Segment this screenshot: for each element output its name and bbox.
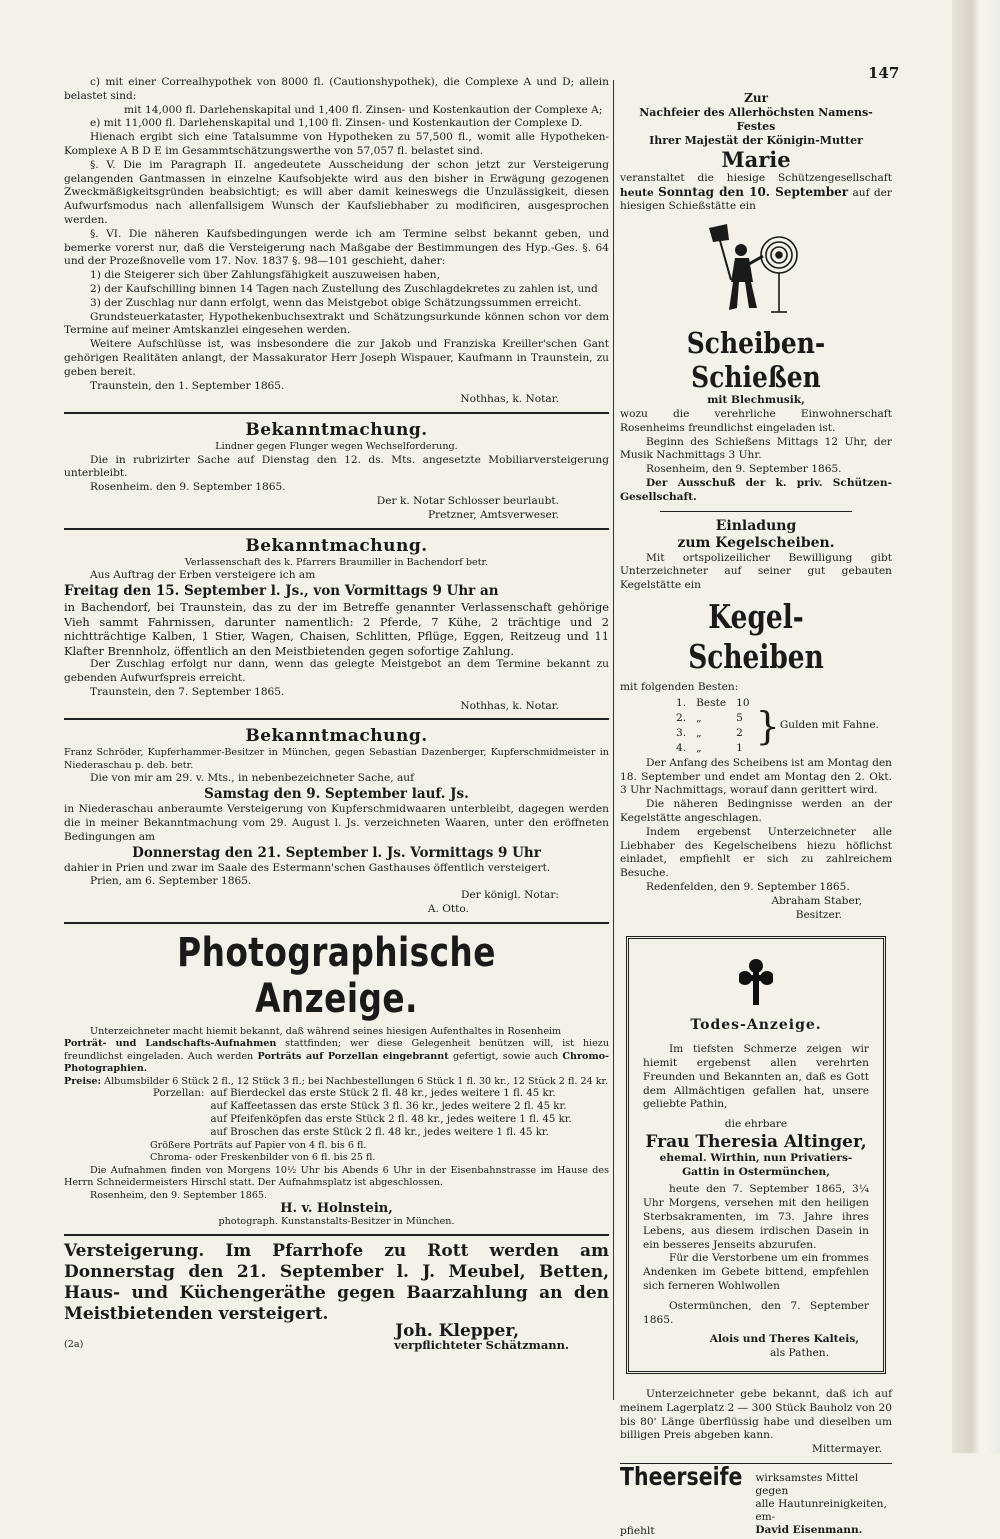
text-line: Hienach ergibt sich eine Tatalsumme von Hypotheken zu 57,500 fl., womit alle Hypotheken-Komplexe A B D E im Gesammtschätzungswerthe von 57,057 fl. belastet sind. xyxy=(64,131,609,157)
photo-ad-title: Photographische Anzeige. xyxy=(177,929,496,1022)
table-cell: „ xyxy=(696,711,702,724)
deceased-description: ehemal. Wirthin, nun Privatiers-Gattin in Ostermünchen, xyxy=(659,1151,853,1178)
table-row xyxy=(672,697,754,710)
death-notice-title: Todes-Anzeige. xyxy=(690,1017,822,1034)
text-line: mit 14,000 fl. Darlehenskapital und 1,400 fl. Zinsen- und Kostenkaution der Complexe A; xyxy=(124,103,603,116)
place-date: Rosenheim. den 9. September 1865. xyxy=(90,481,286,494)
text-line: 3) der Zuschlag nur dann erfolgt, wenn das Meistgebot obige Schätzungssummen erreicht. xyxy=(90,296,582,309)
signature: Der k. Notar Schlosser beurlaubt. xyxy=(376,495,559,508)
signature-subtitle: Besitzer. xyxy=(795,908,842,921)
death-notice-box xyxy=(626,936,886,1374)
ad-body: Im tiefsten Schmerze zeigen wir hiemit ergebenst allen verehrten Freunden und Bekannten an, daß es Gott dem Allmächtigen gefallen hat, unsere geliebte Pathin, xyxy=(643,1043,869,1111)
rule xyxy=(64,718,609,720)
table-cell: 4. xyxy=(676,741,687,754)
ad-body: Unterzeichneter macht hiemit bekannt, daß während seines hiesigen Aufenthaltes in Rosenheim xyxy=(90,1025,562,1037)
signature: David Eisenmann. xyxy=(755,1524,863,1537)
table-row xyxy=(672,742,754,755)
ad-body: Chroma- oder Freskenbilder von 6 fl. bis 25 fl. xyxy=(150,1152,376,1164)
place-date: Prien, am 6. September 1865. xyxy=(90,875,252,888)
text-line: §. VI. Die näheren Kaufsbedingungen werde ich am Termine selbst bekannt geben, und bemerke vorerst nur, daß die Versteigerung nach Maßgabe der Bestimmungen des Hyp.-Ges. §. 64 und der Prozeßnovelle vom 17. Nov. 1837 §. 98—101 geschieht, daher: xyxy=(64,227,609,268)
ad-body: in Niederaschau anberaumte Versteigerung von Kupferschmidwaaren unterbleibt, dagegen werden die in meiner Bekanntmachung vom 29. August l. Js. verzeichneten Waaren, unter den eröffneten Bedingungen am xyxy=(64,803,609,843)
ad-body: die ehrbare xyxy=(724,1118,788,1131)
signature-subtitle: als Pathen. xyxy=(769,1347,829,1360)
ad-code: (2a) xyxy=(64,1339,84,1351)
rule xyxy=(620,1463,892,1464)
signature: H. v. Holnstein, xyxy=(280,1201,393,1217)
ad-title: Bekanntmachung. xyxy=(245,420,428,441)
place-date: Redenfelden, den 9. September 1865. xyxy=(646,880,850,893)
table-cell: 2 xyxy=(736,726,743,739)
ad-body: Die näheren Bedingnisse werden an der Kegelstätte angeschlagen. xyxy=(620,798,892,824)
signature: Alois und Theres Kalteis, xyxy=(709,1333,859,1346)
place-date: Ostermünchen, den 7. September 1865. xyxy=(643,1299,869,1326)
ad-body: Beginn des Schießens Mittags 12 Uhr, der Musik Nachmittags 3 Uhr. xyxy=(620,435,892,462)
table-cell: auf Pfeifenköpfen das erste Stück 2 fl. 48 kr., jedes weitere 1 fl. 45 kr. xyxy=(210,1113,572,1125)
ad-body: Für die Verstorbene um ein frommes Andenken im Gebete bittend, empfehlen sich ferneren Wohlwollen xyxy=(643,1252,869,1293)
ad-body: Die Aufnahmen finden von Morgens 10½ Uhr bis Abends 6 Uhr in der Eisenbahnstrasse im Hause des Herrn Schneidermeisters Hirschl statt. Der Aufnahmsplatz ist abgeschlossen. xyxy=(64,1164,609,1189)
signature: Abraham Staber, xyxy=(771,894,862,907)
signature: Nothhas, k. Notar. xyxy=(460,699,559,712)
ad-note: Der Zuschlag erfolgt nur dann, wenn das gelegte Meistgebot an dem Termine bekannt zu gebenden Aufwurfspreis erreicht. xyxy=(64,658,609,685)
signature: Nothhas, k. Notar. xyxy=(460,393,559,406)
deceased-name: Frau Theresia Altinger, xyxy=(645,1131,867,1152)
table-row xyxy=(150,1101,575,1114)
table-cell xyxy=(150,1114,207,1127)
brace-icon: } xyxy=(755,703,780,748)
text-line: 2) der Kaufschilling binnen 14 Tagen nach Zustellung des Zuschlagdekretes zu zahlen ist, und xyxy=(90,282,598,295)
table-cell: 1. xyxy=(676,696,687,709)
kegel-title: Kegel-Scheiben xyxy=(688,596,824,676)
table-cell: 10 xyxy=(736,696,750,709)
ad-body: heute den 7. September 1865, 3¼ Uhr Morgens, versehen mit den heiligen Sterbsakramenten, im 73. Jahre ihres Lebens, aus diesem irdischen Dasein in ein besseres Jenseits abzurufen. xyxy=(643,1183,869,1251)
rule xyxy=(64,412,609,414)
signature: Mittermayer. xyxy=(812,1443,882,1456)
text-line: c) mit einer Correalhypothek von 8000 fl. (Cautionshypothek), die Complexe A und D; allein belastet sind: xyxy=(64,76,609,102)
ad-body: Indem ergebenst Unterzeichneter alle Liebhaber des Kegelscheibens hiezu höflichst einladet, empfiehlt er sich zu zahlreichem Besuche. xyxy=(620,825,892,880)
table-cell: Beste xyxy=(696,696,727,709)
porcelain-prices-table xyxy=(150,1088,575,1139)
auction-notice: Versteigerung. Im Pfarrhofe zu Rott werden am Donnerstag den 21. September l. J. Meubel, Betten, Haus- und Küchengeräthe gegen Baarzahlung an den Meistbietenden versteigert. xyxy=(64,1241,609,1325)
rule xyxy=(64,922,609,924)
ad-body: in Bachendorf, bei Traunstein, das zu der im Betreffe genannter Verlassenschaft gehörige Vieh sammt Fahrnissen, darunter namentlich: 2 Pferde, 7 Kühe, 2 trächtige und 2 nichtträchtige Kalben, 1 Stier, Wagen, Chaisen, Schlitten, Pflüge, Eggen, Reitzeug und 11 Klafter Brennholz, öffentlich an den Meistbietenden gegen sofortige Zahlung. xyxy=(64,599,609,658)
marksman-target-illustration xyxy=(701,220,811,320)
ad-body: Mit ortspolizeilicher Bewilligung gibt Unterzeichneter auf seiner gut gebauten Kegelstätte ein xyxy=(620,551,892,592)
ad-body: wirksamstes Mittel gegen xyxy=(755,1472,859,1498)
fest-heading: Nachfeier des Allerhöchsten Namens-Festes xyxy=(639,105,873,133)
table-cell: „ xyxy=(696,741,702,754)
ad-body: stattfinden; wer diese Gelegenheit benützen will, ist hiezu freundlichst eingeladen. Auch werden xyxy=(64,1038,609,1062)
fest-name: Marie xyxy=(721,146,791,172)
table-cell: 2. xyxy=(676,711,687,724)
ad-subtitle: Verlassenschaft des k. Pfarrers Braumiller in Bachendorf betr. xyxy=(184,556,489,568)
bold-text: Porträts auf Porzellan eingebrannt xyxy=(257,1050,449,1062)
place-date: Traunstein, den 7. September 1865. xyxy=(90,685,285,698)
prize-note: Gulden mit Fahne. xyxy=(779,718,880,731)
table-cell: 3. xyxy=(676,726,687,739)
ad-body: Die von mir am 29. v. Mts., in nebenbezeichneter Sache, auf xyxy=(90,772,415,785)
rule xyxy=(64,1234,609,1236)
page-edge xyxy=(952,0,1000,1453)
fest-zur: Zur xyxy=(744,91,768,105)
rule xyxy=(660,511,852,512)
right-column xyxy=(620,92,892,1539)
ad-title: Bekanntmachung. xyxy=(245,535,428,556)
table-row xyxy=(150,1127,575,1140)
table-cell: auf Broschen das erste Stück 2 fl. 48 kr., jedes weitere 1 fl. 45 kr. xyxy=(210,1126,549,1138)
ad-body: veranstaltet die hiesige Schützengesellschaft xyxy=(620,171,892,184)
ad-body: auf der hiesigen Schießstätte ein xyxy=(620,186,892,213)
trefoil-cross-icon xyxy=(739,959,773,1007)
table-cell: auf Kaffeetassen das erste Stück 3 fl. 36 kr., jedes weitere 2 fl. 45 kr. xyxy=(210,1101,567,1113)
prices-text: Albumsbilder 6 Stück 2 fl., 12 Stück 3 fl.; bei Nachbestellungen 6 Stück 1 fl. 30 kr., 12 Stück 2 fl. 24 kr. xyxy=(104,1075,609,1087)
bold-text: Porträt- und Landschafts-Aufnahmen xyxy=(64,1038,277,1050)
prices-label: Preise: xyxy=(64,1075,102,1087)
ad-body: alle Hautunreinigkeiten, em- xyxy=(755,1498,887,1524)
auction-date: Samstag den 9. September lauf. Js. xyxy=(204,786,469,803)
ad-subtitle: Franz Schröder, Kupferhammer-Besitzer in München, gegen Sebastian Dazenberger, Kupferschmidmeister in Niederaschau p. deb. betr. xyxy=(64,747,609,771)
text-line: e) mit 11,000 fl. Darlehenskapital und 1,100 fl. Zinsen- und Kostenkaution der Complexe D. xyxy=(90,117,583,130)
table-cell: auf Bierdeckel das erste Stück 2 fl. 48 kr., jedes weitere 1 fl. 45 kr. xyxy=(210,1088,556,1100)
table-cell xyxy=(150,1101,207,1114)
auction-date: Donnerstag den 21. September l. Js. Vormittags 9 Uhr xyxy=(132,844,541,861)
ad-body: Die in rubrizirter Sache auf Dienstag den 12. ds. Mts. angesetzte Mobiliarversteigerung unterbleibt. xyxy=(64,453,609,480)
ad-body: wozu die verehrliche Einwohnerschaft Rosenheims freundlichst eingeladen ist. xyxy=(620,407,892,434)
ad-body: mit folgenden Besten: xyxy=(620,680,739,693)
ad-subtitle: Lindner gegen Flunger wegen Wechselforderung. xyxy=(215,441,458,453)
ad-title: Bekanntmachung. xyxy=(245,726,428,747)
place-date: Rosenheim, den 9. September 1865. xyxy=(646,463,842,476)
ad-body: Unterzeichneter gebe bekannt, daß ich auf meinem Lagerplatz 2 — 300 Stück Bauholz von 20 bis 80' Länge überflüssig habe und dieselben um billigen Preis abgeben kann. xyxy=(620,1388,892,1442)
signature-subtitle: verpflichteter Schätzmann. xyxy=(394,1338,569,1353)
soap-ad-title: Theerseife xyxy=(620,1462,743,1492)
table-cell: „ xyxy=(696,726,702,739)
rule xyxy=(64,528,609,530)
text-line: 1) die Steigerer sich über Zahlungsfähigkeit auszuweisen haben, xyxy=(90,269,440,282)
signature-subtitle: photograph. Kunstanstalts-Besitzer in München. xyxy=(218,1215,455,1227)
shooting-title: Scheiben-Schießen xyxy=(686,326,826,395)
ad-body: pfiehlt xyxy=(620,1525,655,1538)
ad-body: mit Blechmusik, xyxy=(707,394,805,407)
kegel-invite: zum Kegelscheiben. xyxy=(677,534,835,551)
place-date: Rosenheim, den 9. September 1865. xyxy=(90,1189,268,1201)
place-date: Traunstein, den 1. September 1865. xyxy=(90,379,285,392)
ad-body: Aus Auftrag der Erben versteigere ich am xyxy=(90,569,316,582)
ad-body: gefertigt, sowie auch xyxy=(452,1050,559,1062)
table-cell xyxy=(150,1127,207,1140)
fest-date: Sonntag den 10. September xyxy=(658,184,849,199)
ad-body: Größere Porträts auf Papier von 4 fl. bis 6 fl. xyxy=(150,1139,367,1151)
kegel-invite: Einladung xyxy=(715,517,797,534)
table-cell: Porzellan: xyxy=(153,1088,205,1100)
ad-body: dahier in Prien und zwar im Saale des Estermann'schen Gasthauses öffentlich versteigert. xyxy=(64,861,551,874)
left-column xyxy=(64,76,609,1353)
page-number: 147 xyxy=(868,64,900,82)
table-cell: 5 xyxy=(736,711,743,724)
column-divider xyxy=(613,80,614,1400)
signature: Der königl. Notar: xyxy=(461,889,559,902)
signature: Der Ausschuß der k. priv. Schützen-Gesellschaft. xyxy=(620,476,892,503)
auction-date: Freitag den 15. September l. Js., von Vormittags 9 Uhr an xyxy=(64,582,499,599)
text-line: §. V. Die im Paragraph II. angedeutete Ausscheidung der schon jetzt zur Versteigerung gelangenden Gantmassen in einzelne Kaufsobjekte wird aus den bisher in Erwägung gezogenen Zweckmäßigkeitsgründen beabsichtigt; es will aber damit keineswegs die Unzulässigkeit, diesen Aufwurfsmodus nach allenfallsigem Wunsch der Kaufsliebhaber zu modificiren, ausgesprochen werden. xyxy=(64,158,609,226)
table-row xyxy=(150,1114,575,1127)
fest-heading: Ihrer Majestät der Königin-Mutter xyxy=(649,133,863,147)
text-line: Weitere Aufschlüsse ist, was insbesondere die zur Jakob und Franziska Kreiller'schen Gant gehörigen Realitäten anlangt, der Massakurator Herr Joseph Wispauer, Kaufmann in Traunstein, zu geben bereit. xyxy=(64,338,609,378)
prizes-table xyxy=(670,695,756,757)
table-row xyxy=(672,727,754,740)
signature: Joh. Klepper, xyxy=(395,1321,519,1342)
table-row xyxy=(150,1088,575,1101)
ad-body: Der Anfang des Scheibens ist am Montag den 18. September und endet am Montag den 2. Okt. 3 Uhr Nachmittags, worauf dann gerittert wird. xyxy=(620,756,892,797)
bold-text: heute xyxy=(620,186,654,199)
table-row xyxy=(672,712,754,725)
bold-text: Chromo-Photographien. xyxy=(64,1050,609,1075)
table-cell: 1 xyxy=(736,741,743,754)
text-line: Grundsteuerkataster, Hypothekenbuchsextrakt und Schätzungsurkunde können schon vor dem Termine auf meiner Amtskanzlei eingesehen werden. xyxy=(64,310,609,337)
signature: A. Otto. xyxy=(427,903,469,916)
signature: Pretzner, Amtsverweser. xyxy=(427,508,559,521)
